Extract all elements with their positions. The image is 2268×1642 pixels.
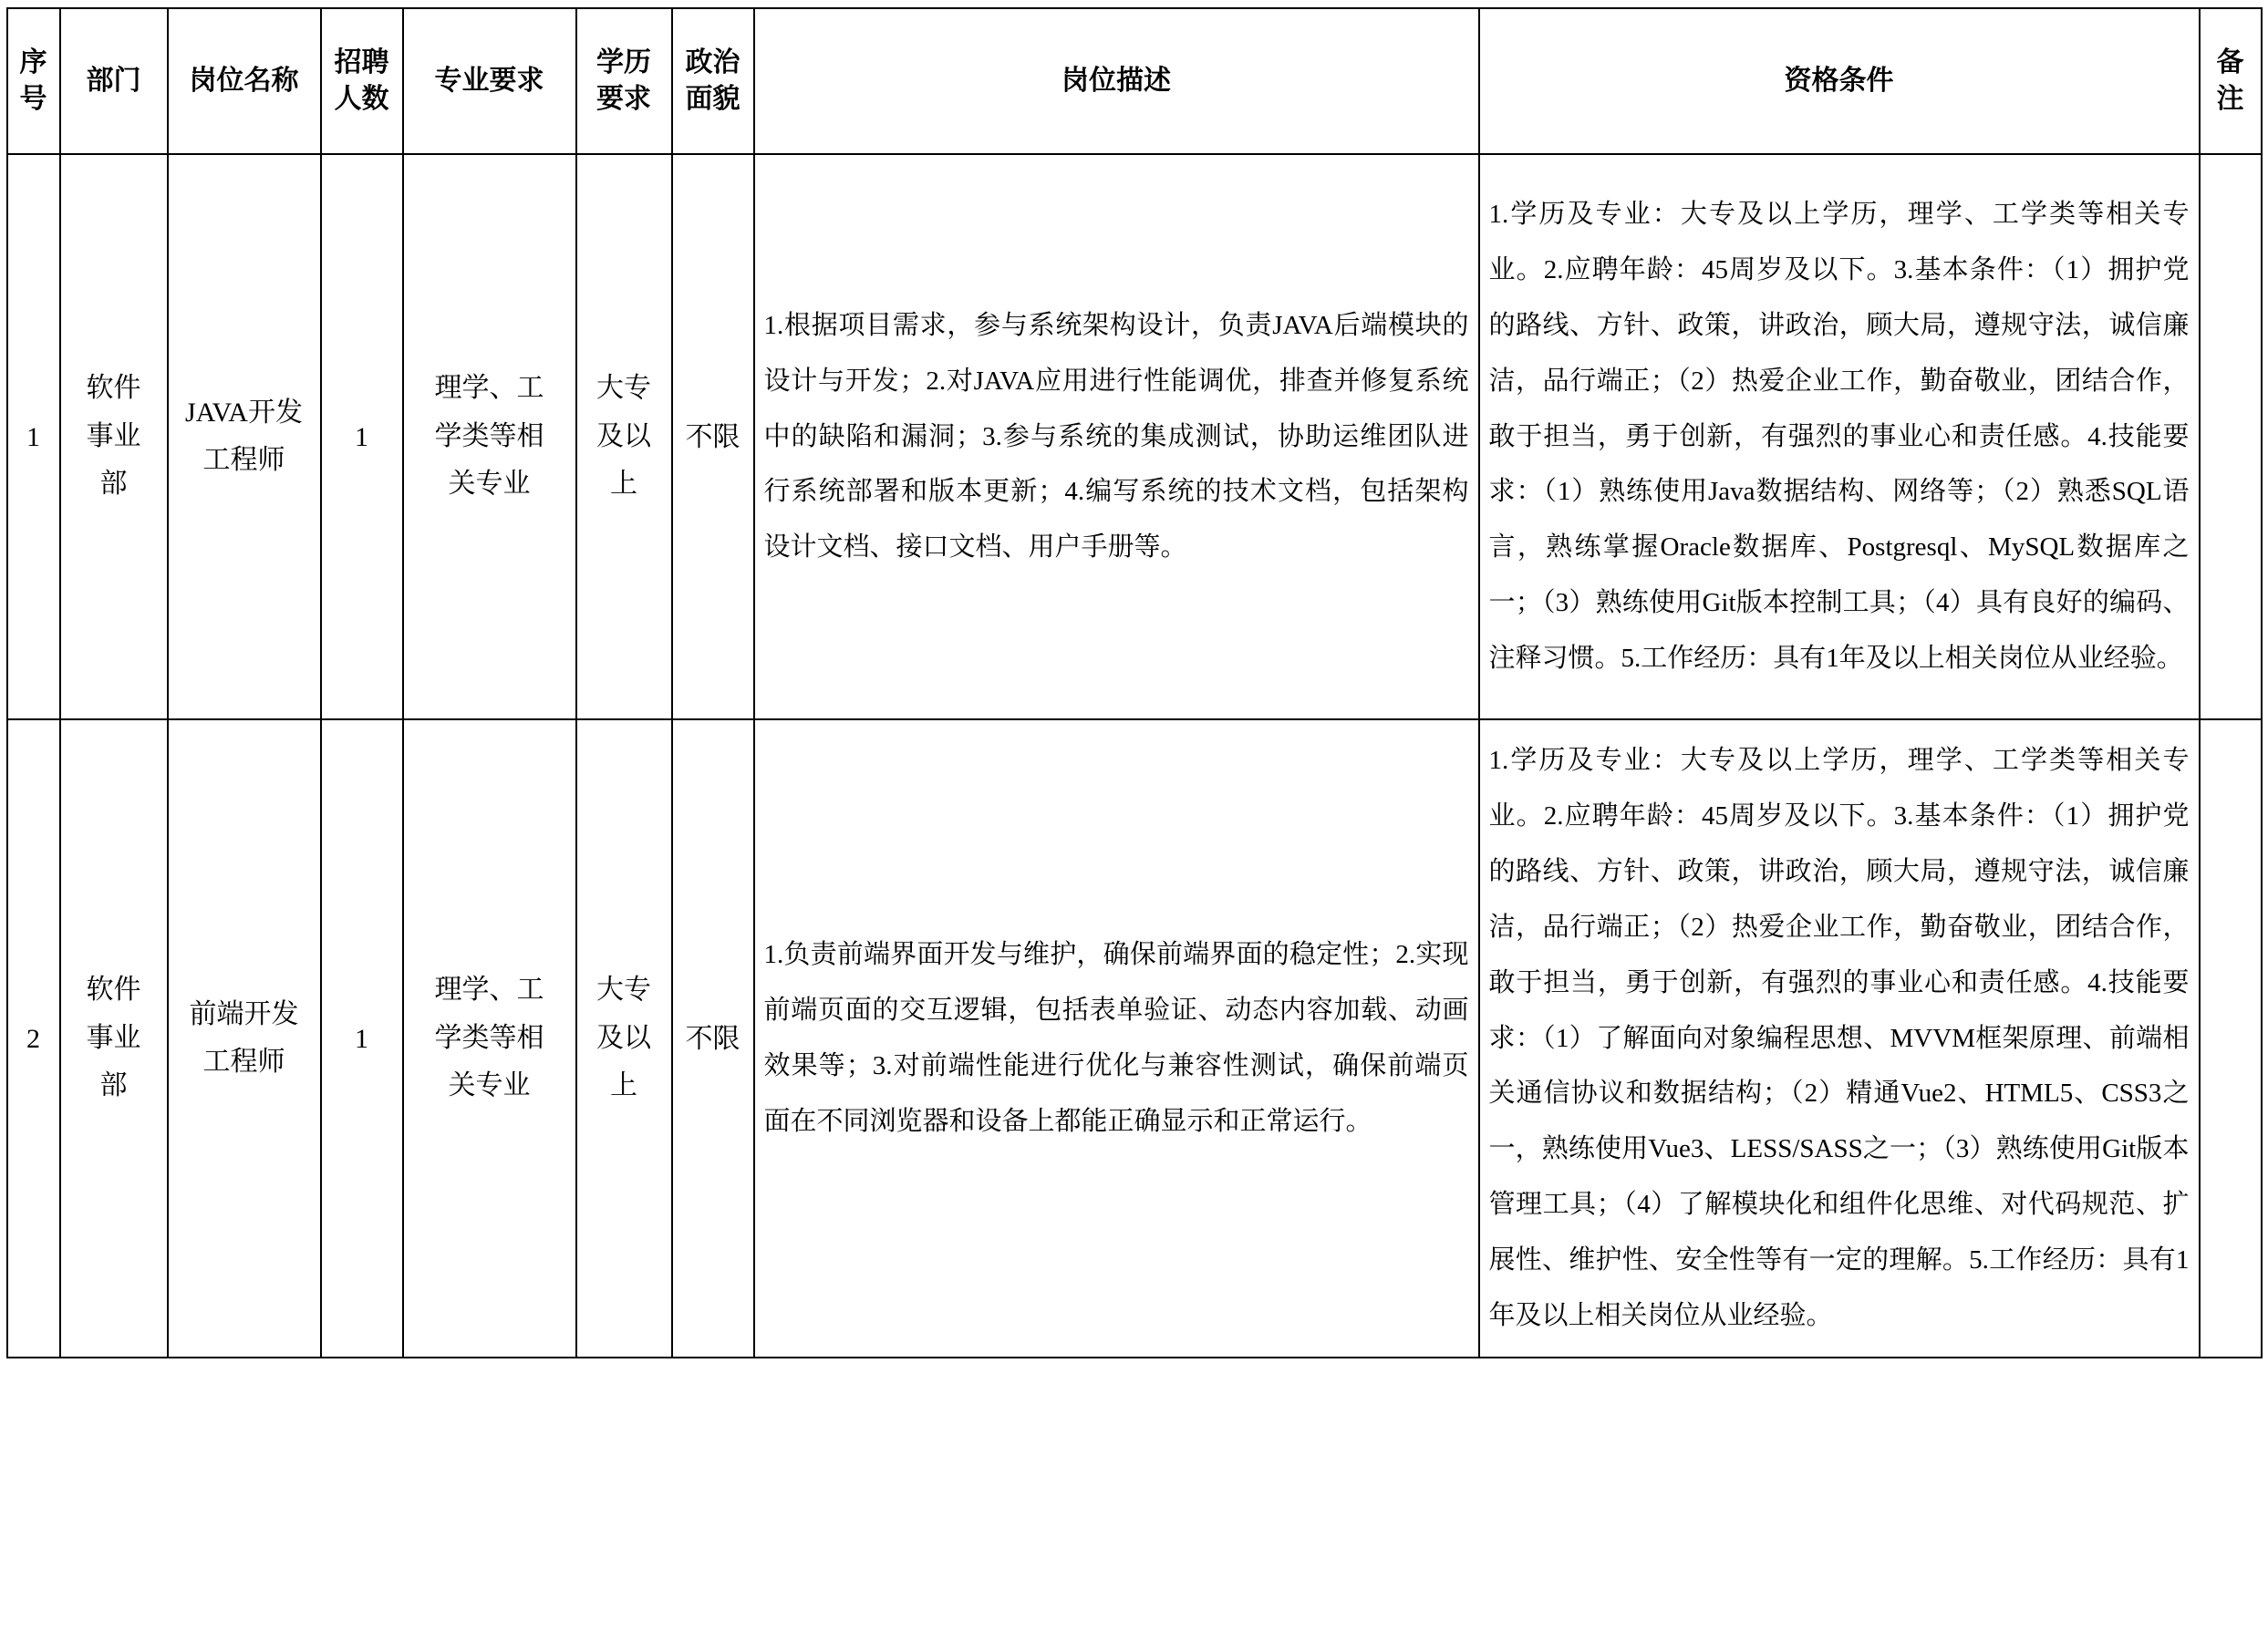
header-remark xyxy=(2200,8,2262,154)
cell-dept-line3: 部 xyxy=(99,1070,128,1101)
header-remark-line1: 备 xyxy=(2216,46,2244,77)
cell-num: 1 xyxy=(321,154,403,719)
header-edu xyxy=(576,8,672,154)
cell-post xyxy=(168,719,321,1358)
cell-dept-line2: 事业 xyxy=(86,420,141,451)
table-body xyxy=(7,154,2262,1358)
cell-major-line1: 理学、工 xyxy=(434,975,544,1006)
header-remark-line2: 注 xyxy=(2216,84,2244,114)
cell-num: 1 xyxy=(321,719,403,1358)
table-row xyxy=(7,154,2262,719)
cell-major-line3: 关专业 xyxy=(448,1070,531,1101)
header-description: 岗位描述 xyxy=(754,8,1479,154)
cell-remark xyxy=(2200,154,2262,719)
cell-edu-line1: 大专 xyxy=(596,975,651,1006)
cell-politics: 不限 xyxy=(672,719,754,1358)
cell-major-line1: 理学、工 xyxy=(434,373,544,404)
cell-dept-line1: 软件 xyxy=(86,975,141,1006)
cell-post-line1: JAVA开发 xyxy=(185,397,303,428)
cell-edu-line1: 大专 xyxy=(596,373,651,404)
header-num-line1: 招聘 xyxy=(334,46,389,77)
header-dept: 部门 xyxy=(60,8,168,154)
cell-dept-line2: 事业 xyxy=(86,1022,141,1053)
cell-description: 1.根据项目需求，参与系统架构设计，负责JAVA后端模块的设计与开发；2.对JAVA应用进行性能调优，排查并修复系统中的缺陷和漏洞；3.参与系统的集成测试，协助运维团队进行系统部署和版本更新；4.编写系统的技术文档，包括架构设计文档、接口文档、用户手册等。 xyxy=(754,154,1479,719)
header-seq-line1: 序 xyxy=(19,46,47,77)
header-seq-line2: 号 xyxy=(19,84,47,114)
cell-edu xyxy=(576,154,672,719)
header-num xyxy=(321,8,403,154)
header-qualification: 资格条件 xyxy=(1479,8,2200,154)
table-header xyxy=(7,8,2262,154)
cell-politics: 不限 xyxy=(672,154,754,719)
cell-dept xyxy=(60,719,168,1358)
cell-major xyxy=(403,719,576,1358)
cell-post xyxy=(168,154,321,719)
header-edu-line2: 要求 xyxy=(596,84,651,114)
cell-major-line3: 关专业 xyxy=(448,469,531,500)
header-politics xyxy=(672,8,754,154)
cell-post-line2: 工程师 xyxy=(202,1047,285,1077)
cell-major xyxy=(403,154,576,719)
cell-description: 1.负责前端界面开发与维护，确保前端界面的稳定性；2.实现前端页面的交互逻辑，包括表单验证、动态内容加载、动画效果等；3.对前端性能进行优化与兼容性测试，确保前端页面在不同浏览器和设备上都能正确显示和正常运行。 xyxy=(754,719,1479,1358)
header-politics-line1: 政治 xyxy=(685,46,740,77)
cell-dept-line3: 部 xyxy=(99,469,128,500)
table-row xyxy=(7,719,2262,1358)
cell-qualification: 1.学历及专业：大专及以上学历，理学、工学类等相关专业。2.应聘年龄：45周岁及以下。3.基本条件：（1）拥护党的路线、方针、政策，讲政治，顾大局，遵规守法，诚信廉洁，品行端正；（2）热爱企业工作，勤奋敬业，团结合作，敢于担当，勇于创新，有强烈的事业心和责任感。4.技能要求：（1）了解面向对象编程思想、MVVM框架原理、前端相关通信协议和数据结构；（2）精通Vue2、HTML5、CSS3之一，熟练使用Vue3、LESS/SASS之一；（3）熟练使用Git版本管理工具；（4）了解模块化和组件化思维、对代码规范、扩展性、维护性、安全性等有一定的理解。5.工作经历：具有1年及以上相关岗位从业经验。 xyxy=(1479,719,2200,1358)
header-num-line2: 人数 xyxy=(334,84,389,114)
cell-post-line1: 前端开发 xyxy=(189,998,299,1029)
header-row xyxy=(7,8,2262,154)
cell-edu-line3: 上 xyxy=(610,469,637,500)
cell-remark xyxy=(2200,719,2262,1358)
cell-dept xyxy=(60,154,168,719)
recruitment-table xyxy=(6,7,2263,1358)
header-seq xyxy=(7,8,60,154)
cell-major-line2: 学类等相 xyxy=(434,1022,544,1053)
header-post: 岗位名称 xyxy=(168,8,321,154)
cell-post-line2: 工程师 xyxy=(202,445,285,475)
header-edu-line1: 学历 xyxy=(596,46,651,77)
cell-edu-line2: 及以 xyxy=(596,420,651,451)
cell-seq: 2 xyxy=(7,719,60,1358)
cell-edu-line2: 及以 xyxy=(596,1022,651,1053)
header-major: 专业要求 xyxy=(403,8,576,154)
cell-edu-line3: 上 xyxy=(610,1070,637,1101)
cell-major-line2: 学类等相 xyxy=(434,420,544,451)
cell-dept-line1: 软件 xyxy=(86,373,141,404)
cell-seq: 1 xyxy=(7,154,60,719)
header-politics-line2: 面貌 xyxy=(685,84,740,114)
cell-edu xyxy=(576,719,672,1358)
cell-qualification: 1.学历及专业：大专及以上学历，理学、工学类等相关专业。2.应聘年龄：45周岁及以下。3.基本条件：（1）拥护党的路线、方针、政策，讲政治，顾大局，遵规守法，诚信廉洁，品行端正；（2）热爱企业工作，勤奋敬业，团结合作，敢于担当，勇于创新，有强烈的事业心和责任感。4.技能要求：（1）熟练使用Java数据结构、网络等；（2）熟悉SQL语言，熟练掌握Oracle数据库、Postgresql、MySQL数据库之一；（3）熟练使用Git版本控制工具；（4）具有良好的编码、注释习惯。5.工作经历：具有1年及以上相关岗位从业经验。 xyxy=(1479,154,2200,719)
